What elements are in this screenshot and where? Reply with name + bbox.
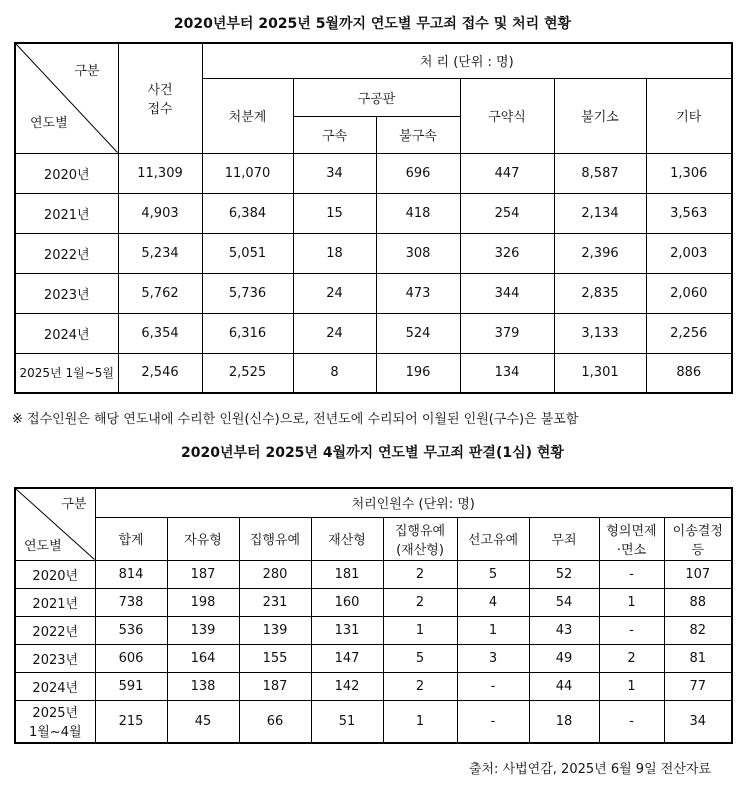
transfer-cell: 77 <box>664 672 732 700</box>
received-cell: 4,903 <box>118 193 202 233</box>
guyaksik-cell: 254 <box>460 193 554 233</box>
gita-cell: 1,306 <box>646 153 732 193</box>
year-cell: 2022년 <box>15 233 118 273</box>
col-total: 합계 <box>95 517 167 560</box>
year-cell <box>15 700 95 743</box>
total-cell: 6,384 <box>202 193 293 233</box>
suspended-cell: 187 <box>239 672 311 700</box>
received-header-line2: 접수 <box>147 102 173 118</box>
total-cell: 2,525 <box>202 353 293 393</box>
gusok-cell: 18 <box>293 233 376 273</box>
gusok-cell: 8 <box>293 353 376 393</box>
guyaksik-cell: 344 <box>460 273 554 313</box>
exemption-cell: - <box>599 616 664 644</box>
property-cell: 131 <box>311 616 383 644</box>
table-row <box>15 153 732 193</box>
table-row <box>15 273 732 313</box>
suspended-property-cell: 5 <box>383 644 457 672</box>
total-cell: 536 <box>95 616 167 644</box>
property-cell: 51 <box>311 700 383 743</box>
total-cell: 814 <box>95 560 167 588</box>
prison-cell: 164 <box>167 644 239 672</box>
year-line1: 2025년 <box>32 706 79 722</box>
verdict-table <box>14 487 733 744</box>
bulgiso-cell: 3,133 <box>554 313 646 353</box>
sentence-suspended-cell: 1 <box>457 616 529 644</box>
table1-title: 2020년부터 2025년 5월까지 연도별 무고죄 접수 및 처리 현황 <box>173 16 572 32</box>
col-cheobungye: 처분계 <box>202 78 293 153</box>
col-gugongpan: 구공판 <box>293 78 460 116</box>
year-cell: 2022년 <box>15 616 95 644</box>
corner-top-label: 구분 <box>61 497 87 512</box>
col-suspended-property-line1: 집행유예 <box>394 523 446 539</box>
col-property: 재산형 <box>311 517 383 560</box>
bulgusok-cell: 196 <box>376 353 460 393</box>
col-gita: 기타 <box>646 78 732 153</box>
table-row <box>15 588 732 616</box>
guyaksik-cell: 326 <box>460 233 554 273</box>
table-row <box>15 193 732 233</box>
prison-cell: 198 <box>167 588 239 616</box>
table-row <box>15 700 732 743</box>
received-cell: 2,546 <box>118 353 202 393</box>
acquittal-cell: 49 <box>529 644 599 672</box>
gita-cell: 886 <box>646 353 732 393</box>
acquittal-cell: 54 <box>529 588 599 616</box>
corner-header <box>15 43 118 153</box>
year-cell: 2021년 <box>15 193 118 233</box>
acquittal-cell: 18 <box>529 700 599 743</box>
col-acquittal: 무죄 <box>529 517 599 560</box>
col-bulgusok: 불구속 <box>376 116 460 153</box>
corner-header <box>15 488 95 560</box>
col-prison: 자유형 <box>167 517 239 560</box>
processed-header: 처리인원수 (단위: 명) <box>95 488 732 517</box>
received-cell: 6,354 <box>118 313 202 353</box>
received-header <box>118 43 202 153</box>
processing-header: 처 리 (단위 : 명) <box>202 43 732 78</box>
suspended-property-cell: 1 <box>383 700 457 743</box>
bulgiso-cell: 2,396 <box>554 233 646 273</box>
property-cell: 142 <box>311 672 383 700</box>
acquittal-cell: 43 <box>529 616 599 644</box>
table-row <box>15 672 732 700</box>
bulgusok-cell: 524 <box>376 313 460 353</box>
received-cell: 5,762 <box>118 273 202 313</box>
total-cell: 215 <box>95 700 167 743</box>
transfer-cell: 88 <box>664 588 732 616</box>
col-guyaksik: 구약식 <box>460 78 554 153</box>
total-cell: 738 <box>95 588 167 616</box>
year-cell: 2020년 <box>15 153 118 193</box>
year-cell: 2023년 <box>15 644 95 672</box>
exemption-cell: - <box>599 700 664 743</box>
gusok-cell: 34 <box>293 153 376 193</box>
prison-cell: 138 <box>167 672 239 700</box>
col-suspended: 집행유예 <box>239 517 311 560</box>
exemption-cell: 1 <box>599 588 664 616</box>
suspended-cell: 155 <box>239 644 311 672</box>
gusok-cell: 24 <box>293 273 376 313</box>
col-exemption-line2: ·면소 <box>616 542 647 558</box>
suspended-property-cell: 2 <box>383 672 457 700</box>
col-exemption-line1: 형의면제 <box>606 523 657 539</box>
year-cell: 2020년 <box>15 560 95 588</box>
transfer-cell: 81 <box>664 644 732 672</box>
col-sentence-suspended: 선고유예 <box>457 517 529 560</box>
suspended-cell: 66 <box>239 700 311 743</box>
received-header-line1: 사건 <box>147 83 173 99</box>
total-cell: 5,736 <box>202 273 293 313</box>
prison-cell: 139 <box>167 616 239 644</box>
col-gusok: 구속 <box>293 116 376 153</box>
suspended-cell: 280 <box>239 560 311 588</box>
transfer-cell: 82 <box>664 616 732 644</box>
bulgusok-cell: 308 <box>376 233 460 273</box>
col-transfer-line2: 등 <box>691 542 705 558</box>
total-cell: 606 <box>95 644 167 672</box>
suspended-property-cell: 2 <box>383 588 457 616</box>
total-cell: 5,051 <box>202 233 293 273</box>
transfer-cell: 34 <box>664 700 732 743</box>
prison-cell: 45 <box>167 700 239 743</box>
sentence-suspended-cell: 4 <box>457 588 529 616</box>
received-cell: 5,234 <box>118 233 202 273</box>
sentence-suspended-cell: 5 <box>457 560 529 588</box>
total-cell: 6,316 <box>202 313 293 353</box>
table2-title: 2020년부터 2025년 4월까지 연도별 무고죄 판결(1심) 현황 <box>181 445 564 461</box>
year-cell: 2024년 <box>15 313 118 353</box>
bulgusok-cell: 473 <box>376 273 460 313</box>
gita-cell: 2,256 <box>646 313 732 353</box>
prosecution-table <box>14 42 733 394</box>
table-row <box>15 616 732 644</box>
guyaksik-cell: 447 <box>460 153 554 193</box>
bulgiso-cell: 2,835 <box>554 273 646 313</box>
guyaksik-cell: 134 <box>460 353 554 393</box>
transfer-cell: 107 <box>664 560 732 588</box>
guyaksik-cell: 379 <box>460 313 554 353</box>
year-line2: 1월~4월 <box>28 725 82 741</box>
col-suspended-property-line2: (재산형) <box>396 542 444 558</box>
table-row <box>15 353 732 393</box>
corner-bottom-label: 연도별 <box>30 115 68 131</box>
received-cell: 11,309 <box>118 153 202 193</box>
col-suspended-property <box>383 517 457 560</box>
bulgiso-cell: 2,134 <box>554 193 646 233</box>
sentence-suspended-cell: - <box>457 700 529 743</box>
col-transfer-line1: 이송결정 <box>672 523 723 539</box>
table-row <box>15 644 732 672</box>
total-cell: 591 <box>95 672 167 700</box>
table1-footnote: ※ 접수인원은 해당 연도내에 수리한 인원(신수)으로, 전년도에 수리되어 이월된 인원(구수)은 불포함 <box>12 412 579 427</box>
year-cell: 2021년 <box>15 588 95 616</box>
exemption-cell: 2 <box>599 644 664 672</box>
corner-top-label: 구분 <box>74 64 100 79</box>
year-cell: 2023년 <box>15 273 118 313</box>
exemption-cell: 1 <box>599 672 664 700</box>
table-row <box>15 233 732 273</box>
total-cell: 11,070 <box>202 153 293 193</box>
sentence-suspended-cell: 3 <box>457 644 529 672</box>
acquittal-cell: 44 <box>529 672 599 700</box>
bulgusok-cell: 696 <box>376 153 460 193</box>
col-exemption <box>599 517 664 560</box>
acquittal-cell: 52 <box>529 560 599 588</box>
gita-cell: 3,563 <box>646 193 732 233</box>
table-row <box>15 313 732 353</box>
property-cell: 147 <box>311 644 383 672</box>
prison-cell: 187 <box>167 560 239 588</box>
gusok-cell: 15 <box>293 193 376 233</box>
gita-cell: 2,060 <box>646 273 732 313</box>
bulgusok-cell: 418 <box>376 193 460 233</box>
col-bulgiso: 불기소 <box>554 78 646 153</box>
gita-cell: 2,003 <box>646 233 732 273</box>
year-cell: 2024년 <box>15 672 95 700</box>
exemption-cell: - <box>599 560 664 588</box>
gusok-cell: 24 <box>293 313 376 353</box>
sentence-suspended-cell: - <box>457 672 529 700</box>
col-transfer <box>664 517 732 560</box>
bulgiso-cell: 8,587 <box>554 153 646 193</box>
bulgiso-cell: 1,301 <box>554 353 646 393</box>
source-citation: 출처: 사법연감, 2025년 6월 9일 전산자료 <box>468 762 711 777</box>
suspended-property-cell: 2 <box>383 560 457 588</box>
suspended-property-cell: 1 <box>383 616 457 644</box>
corner-bottom-label: 연도별 <box>24 538 62 554</box>
property-cell: 160 <box>311 588 383 616</box>
suspended-cell: 139 <box>239 616 311 644</box>
suspended-cell: 231 <box>239 588 311 616</box>
table-row <box>15 560 732 588</box>
property-cell: 181 <box>311 560 383 588</box>
year-cell: 2025년 1월~5월 <box>15 353 118 393</box>
